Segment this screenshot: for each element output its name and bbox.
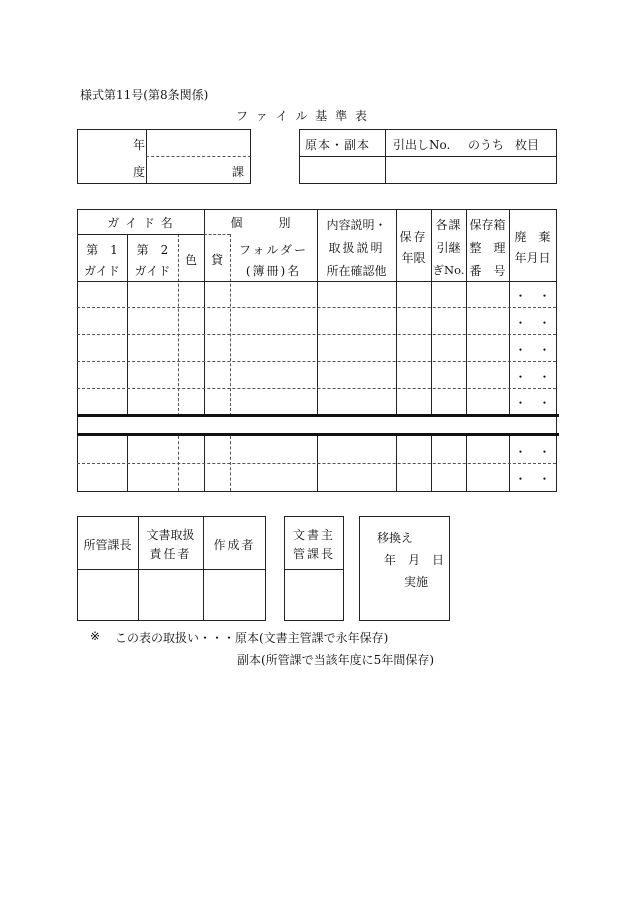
creator-label: 作成者 [213, 538, 256, 552]
col-disposal-1: 廃 棄 [514, 230, 551, 244]
fiscal-label: 度 [133, 165, 146, 179]
section-break-upper [77, 414, 559, 417]
disposal-date-placeholder: ・ ・ [514, 289, 551, 303]
main-dept-label-2: 管課長 [292, 547, 335, 561]
disposal-date-placeholder: ・ ・ [514, 316, 551, 330]
sheet-label: 枚目 [515, 138, 540, 152]
col-dept-1: 各課 [435, 218, 462, 232]
col-disposal-2: 年月日 [514, 251, 551, 265]
col-content-3: 所在確認他 [326, 264, 387, 278]
col-box-3: 番 号 [469, 264, 506, 278]
col-individual: 個 別 [230, 216, 291, 230]
handler-label-2: 責任者 [149, 547, 192, 561]
disposal-date-placeholder: ・ ・ [514, 472, 551, 486]
col-folder: フォルダー [239, 243, 308, 257]
col-retention-1: 保存 [399, 230, 428, 244]
col-box-2: 整 理 [469, 241, 506, 255]
col-guide1-bottom: ガイド [84, 264, 120, 278]
col-lend: 貸 [210, 253, 223, 267]
executed-label: 実施 [404, 575, 429, 589]
note-line-1: この表の取扱い・・・原本(文書主管課で永年保存) [115, 631, 389, 645]
note-mark: ※ [90, 629, 101, 643]
disposal-date-placeholder: ・ ・ [514, 370, 551, 384]
disposal-date-placeholder: ・ ・ [514, 445, 551, 459]
col-dept-3: ぎNo. [432, 263, 465, 277]
col-dept-2: 引継 [436, 241, 461, 255]
disposal-date-placeholder: ・ ・ [514, 343, 551, 357]
col-content-1: 内容説明・ [326, 218, 387, 232]
transfer-date-label: 年 月 日 [384, 553, 445, 567]
section-break-lower [77, 433, 559, 436]
page-title: フ ァ イ ル 基 準 表 [236, 109, 369, 123]
col-guide2-top: 第 2 [136, 243, 169, 257]
col-retention-2: 年限 [401, 251, 426, 265]
dept-head-label: 所管課長 [83, 538, 132, 552]
section-label: 課 [232, 165, 245, 179]
main-dept-label-1: 文書主 [292, 528, 335, 542]
form-number-label: 様式第11号(第8条関係) [80, 88, 209, 102]
transfer-label: 移換え [377, 531, 414, 545]
col-guide2-bottom: ガイド [134, 264, 171, 278]
col-color: 色 [184, 253, 197, 267]
disposal-date-placeholder: ・ ・ [514, 396, 551, 410]
col-volume-name: (簿冊)名 [245, 264, 302, 278]
note-line-2: 副本(所管課で当該年度に5年間保存) [237, 653, 434, 667]
of-which-label: のうち [468, 138, 505, 152]
col-content-2: 取扱説明 [328, 241, 385, 255]
col-guide-name: ガ イ ド 名 [107, 216, 174, 230]
col-box-1: 保存箱 [469, 218, 506, 232]
drawer-number-label: 引出しNo. [393, 138, 451, 152]
year-label: 年 [133, 138, 146, 152]
col-guide1-top: 第 1 [86, 243, 118, 257]
original-copy-label: 原本・副本 [305, 138, 371, 152]
handler-label-1: 文書取扱 [146, 528, 195, 542]
